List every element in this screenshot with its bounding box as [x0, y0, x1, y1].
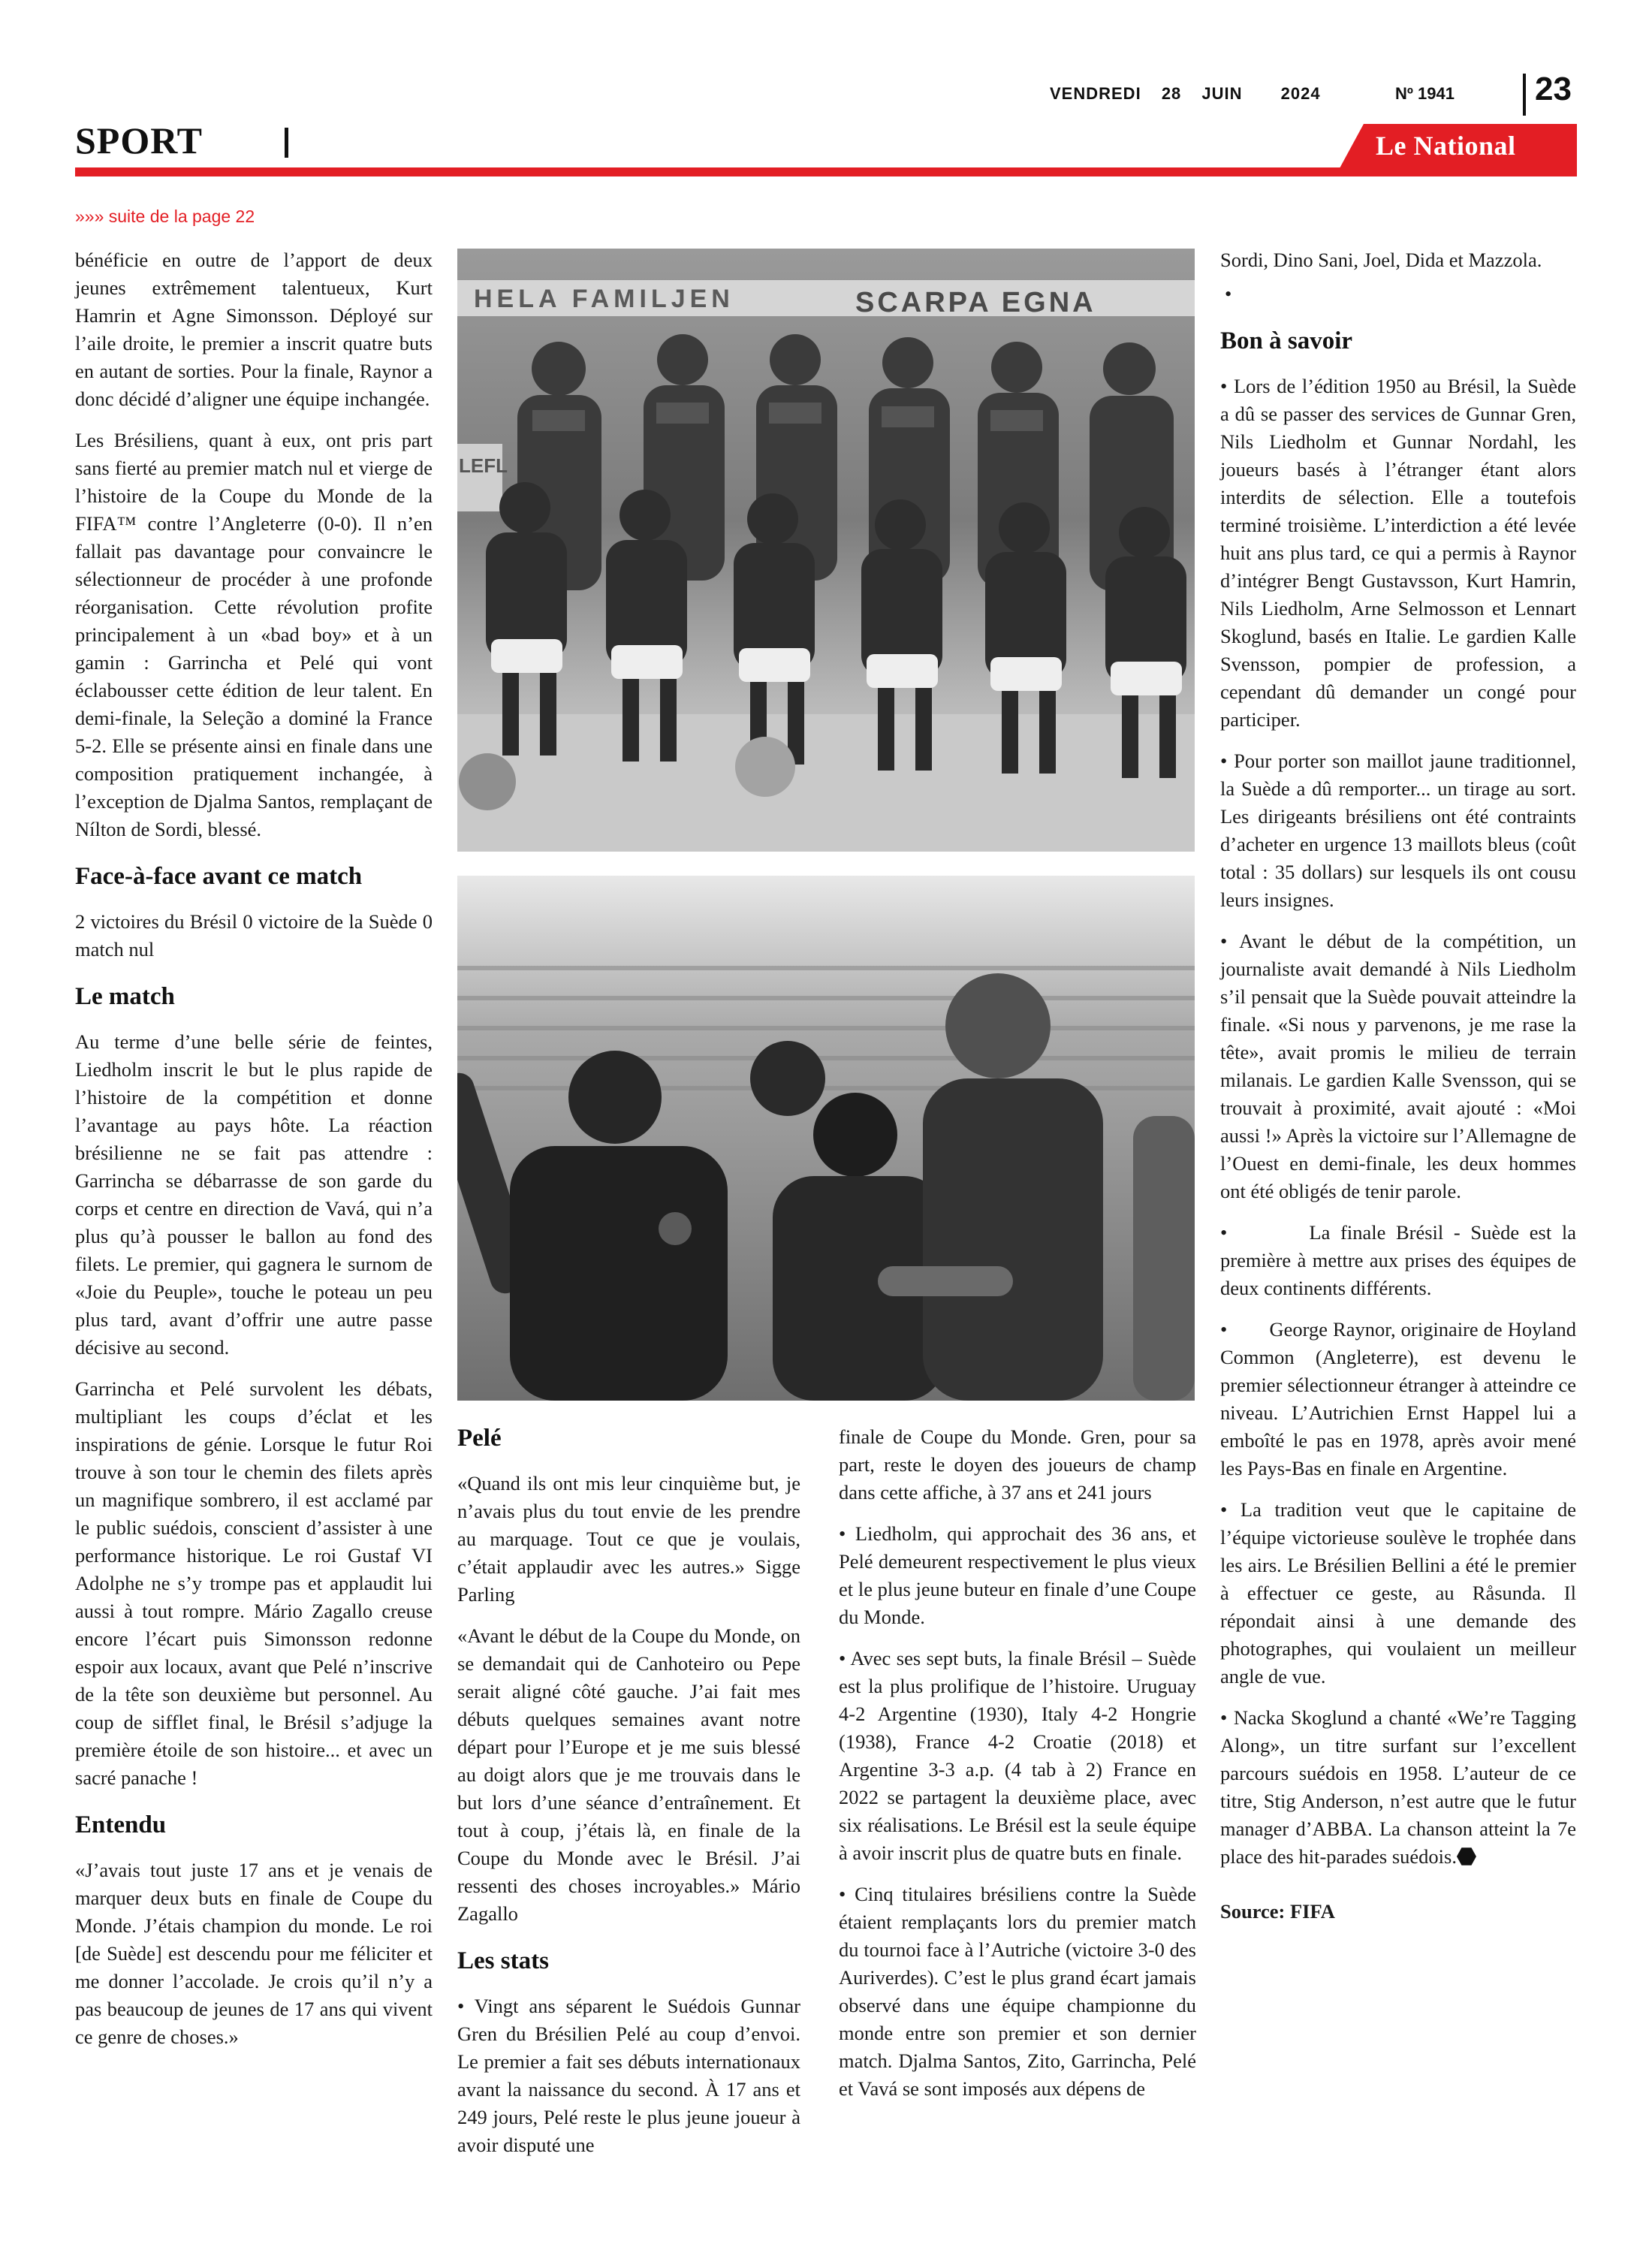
stadium-banner-side: LEFL	[459, 454, 508, 477]
paragraph: • Lors de l’édition 1950 au Brésil, la Suède a dû se passer des services de Gunnar Gren, Nils Liedholm et Gunnar Nordahl, les joueurs basés à l’étranger étant alors interdits de sélection. Elle a toutefois terminé troisième. L’interdiction a été levée huit ans plus tard, ce qui a permis à Raynor d’intégrer Bengt Gustavsson, Kurt Hamrin, Nils Liedholm, Arne Selmosson et Lennart Skoglund, basés en Italie. Le gardien Kalle Svensson, pompier de profession, a cependant dû demander un congé pour participer.	[1220, 375, 1576, 731]
team-photo	[457, 249, 1195, 852]
paragraph: «Quand ils ont mis leur cinquième but, je n’avais plus du tout envie de les prendre au marquage. Tout ce que je voulais, c’était applaudir avec les autres.» Sigge Parling	[457, 1472, 800, 1606]
paragraph: • Avec ses sept buts, la finale Brésil – Suède est la plus prolifique de l’histoire. Uruguay 4-2 Argentine (1930), Italy 4-2 Hongrie (1938), France 4-2 Croatie (2018) et Argentine 3-3 a.p. (4 tab à 2) France en 2022 se partagent la deuxième place, avec six réalisations. Le Brésil est la seule équipe à avoir inscrit plus de quatre buts en finale.	[839, 1647, 1196, 1864]
section-divider	[285, 128, 288, 158]
brand-name: Le National	[1376, 131, 1516, 161]
continued-from-link[interactable]: »»» suite de la page 22	[75, 207, 255, 226]
page-number: 23	[1535, 71, 1572, 107]
issue-date-number: 28	[1161, 84, 1182, 103]
paragraph: • George Raynor, originaire de Hoyland Common (Angleterre), est devenu le premier sélectionneur étranger à atteindre ce niveau. L’Autrichien Ernst Happel lui a emboîté le pas en 1978, après avoir mené les Pays-Bas en finale en Argentine.	[1220, 1318, 1581, 1479]
paragraph: 2 victoires du Brésil 0 victoire de la Suède 0 match nul	[75, 910, 433, 961]
issue-date	[1050, 84, 1336, 104]
paragraph: «Avant le début de la Coupe du Monde, on se demandait qui de Canhoteiro ou Pepe serait aligné côté gauche. J’ai fait mes débuts quelques semaines avant notre départ pour l’Europe et je me suis blessé au doigt alors que je me trouvais dans le but lors d’une séance d’entraînement. Et tout à coup, j’étais là, en finale de la Coupe du Monde avec le Brésil. J’ai ressenti des choses incroyables.» Mário Zagallo	[457, 1624, 800, 1925]
paragraph: • Liedholm, qui approchait des 36 ans, et Pelé demeurent respectivement le plus vieux et le plus jeune buteur en finale d’une Coupe du Monde.	[839, 1522, 1196, 1628]
issue-year: 2024	[1280, 84, 1321, 103]
issue-day: VENDREDI	[1050, 84, 1141, 103]
article-column-2	[457, 1423, 800, 2173]
paragraph: Les Brésiliens, quant à eux, ont pris part sans fierté au premier match nul et vierge de l’histoire de la Coupe du Monde de la FIFA™ contre l’Angleterre (0-0). Il n’en fallait pas davantage pour convaincre le sélectionneur de procéder à une profonde réorganisation. Cette révolution profite principalement à un «bad boy» et à un gamin : Garrincha et Pelé qui vont éclabousser cette édition de leur talent. En demi-finale, la Seleção a dominé la France 5-2. Elle se présente ainsi en finale dans une composition pratiquement inchangée, à l’exception de Djalma Santos, remplaçant de Nílton de Sordi, blessé.	[75, 429, 433, 840]
paragraph: Sordi, Dino Sani, Joel, Dida et Mazzola.	[1220, 249, 1542, 271]
subheading-entendu: Entendu	[75, 1811, 167, 1838]
bullet-mark	[1220, 280, 1576, 308]
paragraph: • Vingt ans séparent le Suédois Gunnar Gren du Brésilien Pelé au coup d’envoi. Le premier a fait ses débuts internationaux avant la naissance du second. À 17 ans et 249 jours, Pelé reste le plus jeune joueur à avoir disputé une	[457, 1995, 800, 2156]
paragraph: • Cinq titulaires brésiliens contre la Suède étaient remplaçants lors du premier match du tournoi face à l’Autriche (victoire 3-0 des Auriverdes). C’est le plus grand écart jamais observé dans une équipe championne du monde entre son premier et son dernier match. Djalma Santos, Zito, Garrincha, Pelé et Vavá se sont imposés aux dépens de	[839, 1883, 1196, 2100]
issue-number: Nº 1941	[1395, 84, 1455, 103]
paragraph: «J’avais tout juste 17 ans et je venais de marquer deux buts en finale de Coupe du Monde. J’étais champion du monde. Le roi [de Suède] est descendu pour me féliciter et me donner l’accolade. Je crois qu’il n’y a pas beaucoup de jeunes de 17 ans qui vivent ce genre de choses.»	[75, 1859, 433, 2048]
paragraph: • Avant le début de la compétition, un journaliste avait demandé à Nils Liedholm s’il pensait que la Suède pouvait atteindre la finale. «Si nous y parvenons, je me rase la tête», avait promis le milieu de terrain milanais. Le gardien Kalle Svensson, qui se trouvait à proximité, avait ajouté : «Moi aussi !» Après la victoire sur l’Allemagne de l’Ouest en demi-finale, les deux hommes ont été obligés de tenir parole.	[1220, 930, 1576, 1202]
source-credit: Source: FIFA	[1220, 1900, 1335, 1923]
celebration-photo	[457, 876, 1195, 1401]
stadium-banner-right: SCARPA EGNA	[855, 287, 1096, 318]
article-column-1	[75, 246, 433, 2064]
end-of-article-icon	[1457, 1847, 1476, 1866]
paragraph: bénéficie en outre de l’apport de deux jeunes extrêmement talentueux, Kurt Hamrin et Agne Simonsson. Déployé sur l’aile droite, le premier a inscrit quatre buts en autant de sorties. Pour la finale, Raynor a donc décidé d’aligner une équipe inchangée.	[75, 249, 433, 410]
paragraph: Au terme d’une belle série de feintes, Liedholm inscrit le but le plus rapide de l’histoire de la compétition et donne l’avantage au pays hôte. La réaction brésilienne ne se fait pas attendre : Garrincha se débarrasse de son garde du corps et centre en direction de Vavá, qui n’a plus qu’à pousser le ballon au fond des filets. Le premier, qui gagnera le surnom de «Joie du Peuple», touche le poteau un peu plus tard, avant d’offrir une autre passe décisive au second.	[75, 1030, 433, 1359]
article-column-4	[1220, 246, 1581, 1939]
paragraph: finale de Coupe du Monde. Gren, pour sa part, reste le doyen des joueurs de champ dans cette affiche, à 37 ans et 241 jours	[839, 1425, 1196, 1504]
paragraph: • Pour porter son maillot jaune traditionnel, la Suède a dû remporter... un tirage au sort. Les dirigeants brésiliens ont été contraints d’acheter en urgence 13 maillots bleus (coût total : 35 dollars) sur lesquels ils ont cousu leurs insignes.	[1220, 749, 1576, 911]
subheading-face-a-face: Face-à-face avant ce match	[75, 863, 363, 890]
subheading-les-stats: Les stats	[457, 1947, 549, 1974]
issue-month: JUIN	[1201, 84, 1243, 103]
header-divider	[1523, 74, 1526, 116]
bullet-icon: •	[1225, 282, 1232, 305]
section-title: SPORT	[75, 119, 203, 161]
paragraph	[1220, 1704, 1576, 1871]
subheading-le-match: Le match	[75, 983, 175, 1010]
subheading-bon-a-savoir: Bon à savoir	[1220, 327, 1353, 354]
paragraph: Garrincha et Pelé survolent les débats, multipliant les coups d’éclat et les inspirations de génie. Lorsque le futur Roi trouve à son tour le chemin des filets après un magnifique sombrero, il est acclamé par le public suédois, conscient d’assister à une performance historique. Le roi Gustaf VI Adolphe ne s’y trompe pas et applaudit lui aussi à tout rompre. Mário Zagallo creuse encore l’écart puis Simonsson redonne espoir aux locaux, avant que Pelé n’inscrive de la tête son deuxième but personnel. Au coup de sifflet final, le Brésil s’adjuge la première étoile de son histoire... et avec un sacré panache !	[75, 1377, 433, 1789]
paragraph: • La finale Brésil - Suède est la première à mettre aux prises des équipes de deux continents différents.	[1220, 1221, 1581, 1299]
subheading-pele: Pelé	[457, 1425, 502, 1452]
stadium-banner-left: HELA FAMILJEN	[474, 285, 734, 313]
paragraph-text: • Nacka Skoglund a chanté «We’re Tagging Along», un titre surfant sur l’excellent parcours suédois en 1958. L’auteur de ce titre, Stig Anderson, n’est autre que le futur manager d’ABBA. La chanson atteint la 7e place des hit-parades suédois.	[1220, 1706, 1576, 1868]
article-column-3	[839, 1423, 1196, 2116]
paragraph: • La tradition veut que le capitaine de l’équipe victorieuse soulève le trophée dans les airs. Le Brésilien Bellini a été le premier à effectuer ce geste, au Råsunda. Il répondait ainsi à une demande des photographes, qui voulaient un meilleur angle de vue.	[1220, 1498, 1576, 1687]
